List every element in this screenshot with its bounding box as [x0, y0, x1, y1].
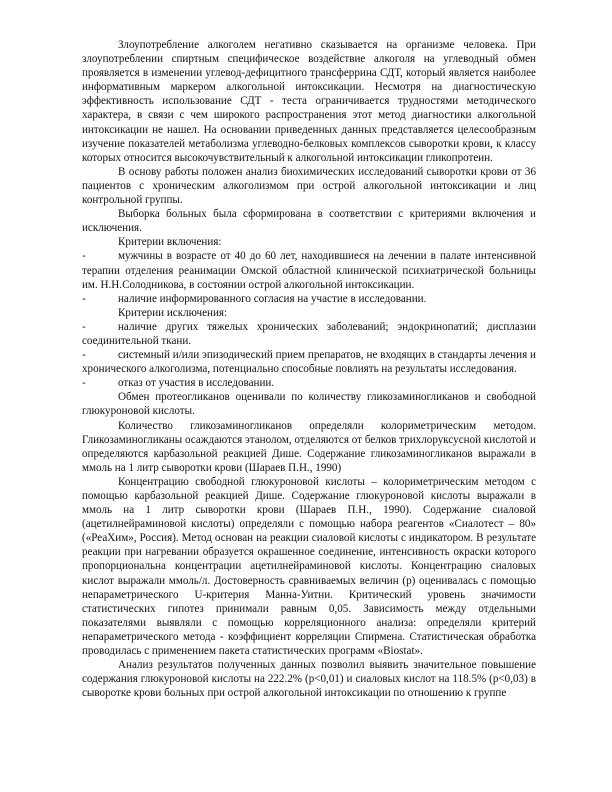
inclusion-criterion-1	[82, 249, 536, 291]
paragraph-glucuronic-acid-method: Концентрацию свободной глюкуроновой кислоты – колориметрическим методом с помощью карбазольной реакцией Дише. Содержание глюкуроновой кислоты выражали в ммоль на 1 литр сыворотки крови (Шараев П.Н., 1990). Содержание сиаловой (ацетилнейраминовой кислоты) определяли с помощью набора реагентов «Сиалотест – 80» («РеаХим», Россия). Метод основан на реакции сиаловой кислоты с индикатором. В результате реакции при нагревании образуется окрашенное соединение, интенсивность окраски которого пропорциональна концентрации ацетилнейраминовой кислоты. Концентрацию сиаловых кислот выражали ммоль/л. Достоверность сравниваемых величин (р) оценивалась с помощью непараметрического U-критерия Манна-Уитни. Критический уровень значимости статистических гипотез принимали равным 0,05. Зависимость между отдельными показателями выявляли с помощью корреляционного анализа: определяли критерий непараметрического метода - коэффициент корреляции Спирмена. Статистическая обработка проводилась с применением пакета статистических программ «Biostat».	[82, 475, 536, 658]
list-item-text: наличие других тяжелых хронических заболеваний; эндокринопатий; дисплазии соединительной ткани.	[82, 320, 536, 347]
list-item-text: мужчины в возрасте от 40 до 60 лет, находившиеся на лечении в палате интенсивной терапии отделения реанимации Омской областной клинической психиатрической больницы им. Н.Н.Солодникова, в состоянии острой алкогольной интоксикации.	[82, 250, 536, 291]
list-item-text: наличие информированного согласия на участие в исследовании.	[118, 292, 427, 305]
list-bullet: -	[82, 320, 86, 333]
inclusion-criteria-heading: Критерии включения:	[118, 236, 222, 249]
list-bullet: -	[82, 377, 86, 390]
paragraph-study-basis: В основу работы положен анализ биохимических исследований сыворотки крови от 36 пациентов с хроническим алкоголизмом при острой алкогольной интоксикации и лиц контрольной группы.	[82, 165, 536, 207]
paragraph-results: Анализ результатов полученных данных позволил выявить значительное повышение содержания глюкуроновой кислоты на 222.2% (р<0,01) и сиаловых кислот на 118.5% (р<0,03) в сыворотке крови больных при острой алкогольной интоксикации по отношению к группе	[82, 659, 536, 700]
paragraph-alcohol-abuse-intro: Злоупотребление алкоголем негативно сказывается на организме человека. При злоупотреблении спиртным специфическое воздействие алкоголя на углеводный обмен проявляется в изменении углевод-дефицитного трансферрина СДТ, который является наиболее информативным маркером алкогольной интоксикации. Несмотря на диагностическую эффективность использование СДТ - теста ограничивается трудностями методического характера, в связи с чем широкого распространения этот метод диагностики алкогольной интоксикации не нашел. На основании приведенных данных представляется целесообразным изучение показателей метаболизма углеводно-белковых комплексов сыворотки крови, к классу которых относится высокочувствительный к алкогольной интоксикации гликопротеин.	[82, 39, 536, 164]
paragraph-glycosaminoglycan-method: Количество гликозаминогликанов определяли колориметрическим методом. Гликозаминогликаны осаждаются этанолом, отделяются от белков трихлоруксусной кислотой и определяются карбазольной реакцией Дише. Содержание гликозаминогликанов выражали в ммоль на 1 литр сыворотки крови (Шараев П.Н., 1990)	[82, 419, 536, 474]
list-bullet: -	[82, 292, 86, 305]
paragraph-proteoglycan-metabolism: Обмен протеогликанов оценивали по количеству гликозаминогликанов и свободной глюкуроновой кислоты.	[82, 391, 536, 418]
list-item-text: отказ от участия в исследовании.	[118, 377, 275, 390]
inclusion-criterion-2	[82, 292, 536, 306]
exclusion-criteria-heading: Критерии исключения:	[118, 306, 228, 319]
list-bullet: -	[82, 250, 86, 263]
exclusion-criterion-1	[82, 320, 536, 348]
list-bullet: -	[82, 349, 86, 362]
paragraph-sample-formation: Выборка больных была сформирована в соответствии с критериями включения и исключения.	[82, 208, 536, 235]
exclusion-criterion-3	[82, 376, 536, 390]
document-page	[82, 38, 536, 700]
list-item-text: системный и/или эпизодический прием препаратов, не входящих в стандарты лечения и хронического алкоголизма, потенциально способные повлиять на результаты исследования.	[82, 349, 536, 376]
exclusion-criterion-2	[82, 348, 536, 376]
